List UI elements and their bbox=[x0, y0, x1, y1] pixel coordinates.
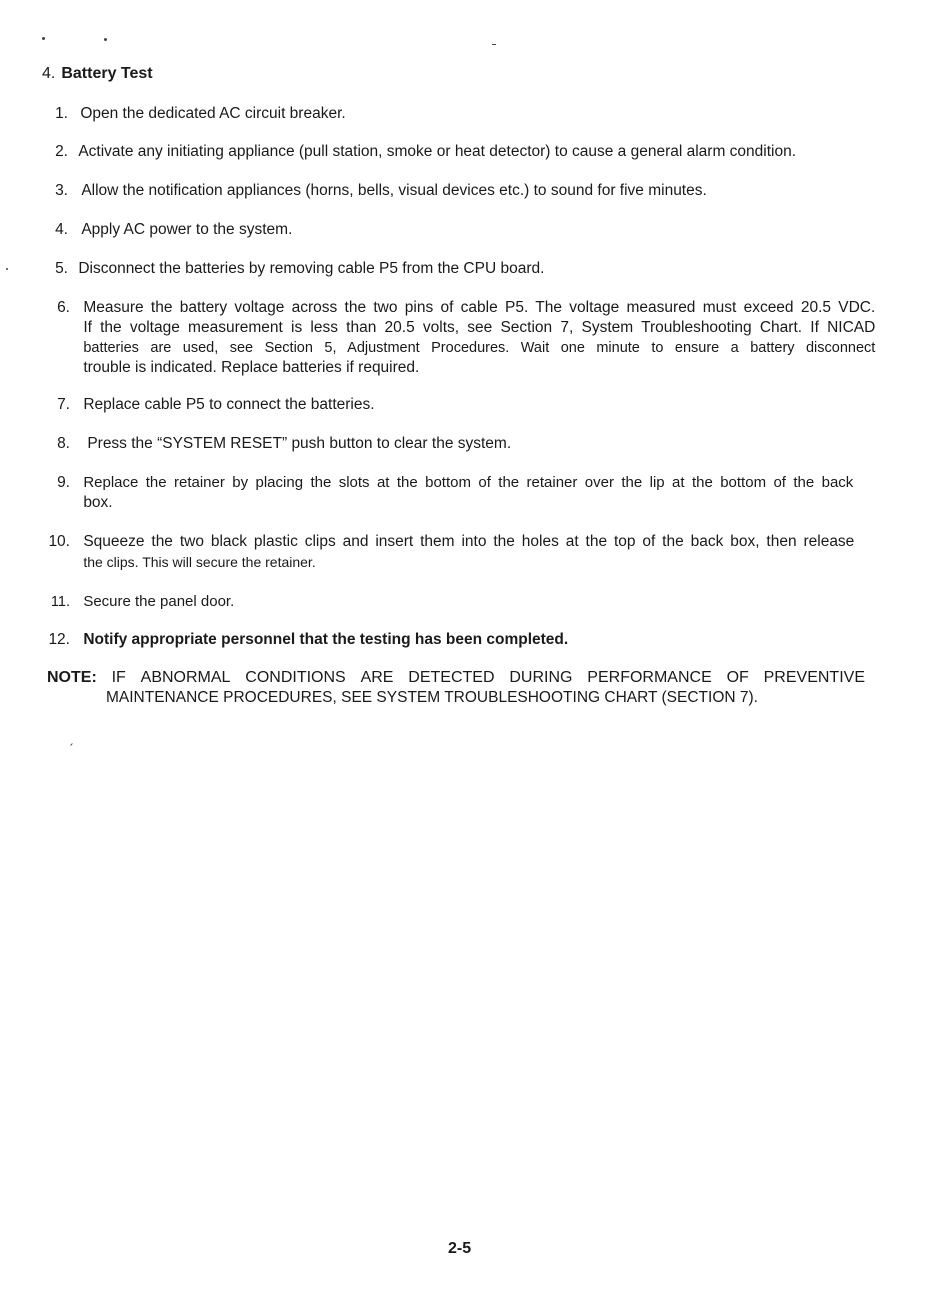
page-number: 2-5 bbox=[448, 1240, 472, 1257]
step-text-line: Replace the retainer by placing the slots at the bottom of the retainer over the lip at the bottom of the back bbox=[83, 474, 854, 491]
step-text: Disconnect the batteries by removing cable P5 from the CPU board. bbox=[78, 260, 545, 277]
note-word: DETECTED bbox=[408, 669, 495, 686]
step-number: 2. bbox=[55, 143, 68, 160]
step-text: Open the dedicated AC circuit breaker. bbox=[80, 105, 346, 122]
step-text-line: trouble is indicated. Replace batteries if required. bbox=[83, 359, 420, 376]
note-word: ABNORMAL bbox=[140, 669, 231, 686]
step-text-line: box. bbox=[83, 494, 113, 511]
note-word: PERFORMANCE bbox=[587, 669, 712, 686]
step-7 bbox=[52, 395, 375, 415]
note-word: CONDITIONS bbox=[245, 669, 346, 686]
step-text-line: batteries are used, see Section 5, Adjustment Procedures. Wait one minute to ensure a battery disconnect bbox=[83, 340, 876, 356]
step-5 bbox=[50, 259, 544, 279]
step-text: Secure the panel door. bbox=[83, 593, 235, 610]
step-10 bbox=[44, 532, 854, 572]
step-6 bbox=[52, 298, 875, 378]
step-text: Replace cable P5 to connect the batteries. bbox=[83, 396, 375, 413]
step-number: 3. bbox=[55, 182, 68, 199]
section-number: 4. bbox=[42, 65, 56, 82]
step-text-line: Measure the battery voltage across the two pins of cable P5. The voltage measured must exceed 20.5 VDC. bbox=[83, 299, 876, 316]
step-number: 12. bbox=[48, 631, 70, 648]
step-11 bbox=[44, 592, 234, 612]
step-number: 7. bbox=[57, 396, 70, 413]
step-text: Allow the notification appliances (horns, bells, visual devices etc.) to sound for five minutes. bbox=[81, 182, 707, 199]
step-number: 5. bbox=[55, 260, 68, 277]
step-text: Activate any initiating appliance (pull station, smoke or heat detector) to cause a general alarm condition. bbox=[78, 143, 797, 160]
step-9 bbox=[52, 473, 853, 513]
step-number: 8. bbox=[57, 435, 70, 452]
step-text: Apply AC power to the system. bbox=[81, 221, 293, 238]
maintenance-note bbox=[47, 668, 865, 708]
step-1 bbox=[50, 104, 346, 124]
step-text-line: the clips. This will secure the retainer. bbox=[83, 554, 316, 570]
step-12 bbox=[44, 630, 568, 650]
step-number: 9. bbox=[57, 474, 70, 491]
scan-speck bbox=[6, 268, 8, 270]
section-heading bbox=[42, 64, 153, 84]
scan-speck bbox=[42, 37, 45, 40]
step-3 bbox=[50, 181, 707, 201]
scan-speck bbox=[104, 38, 107, 41]
step-number: 11. bbox=[50, 594, 70, 610]
note-line-2: MAINTENANCE PROCEDURES, SEE SYSTEM TROUBLESHOOTING CHART (SECTION 7). bbox=[106, 689, 758, 706]
step-text-line: If the voltage measurement is less than 20.5 volts, see Section 7, System Troubleshooting Chart. If NICAD bbox=[83, 319, 876, 336]
note-word: IF bbox=[111, 669, 126, 686]
note-label: NOTE: bbox=[47, 669, 97, 686]
step-text: Notify appropriate personnel that the testing has been completed. bbox=[83, 631, 569, 648]
note-word: DURING bbox=[509, 669, 573, 686]
note-word: OF bbox=[726, 669, 749, 686]
scan-speck bbox=[70, 743, 73, 746]
step-number: 1. bbox=[55, 105, 68, 122]
step-8 bbox=[52, 434, 511, 454]
step-number: 10. bbox=[48, 533, 70, 550]
note-word: ARE bbox=[360, 669, 394, 686]
step-number: 6. bbox=[57, 299, 70, 316]
step-4 bbox=[50, 220, 292, 240]
note-word: PREVENTIVE bbox=[763, 669, 865, 686]
step-text: Press the “SYSTEM RESET” push button to clear the system. bbox=[87, 435, 512, 452]
section-title: Battery Test bbox=[61, 65, 153, 82]
step-2 bbox=[50, 142, 796, 162]
step-text-line: Squeeze the two black plastic clips and insert them into the holes at the top of the back box, then release bbox=[83, 533, 855, 550]
step-number: 4. bbox=[55, 221, 68, 238]
scan-speck bbox=[492, 44, 496, 45]
